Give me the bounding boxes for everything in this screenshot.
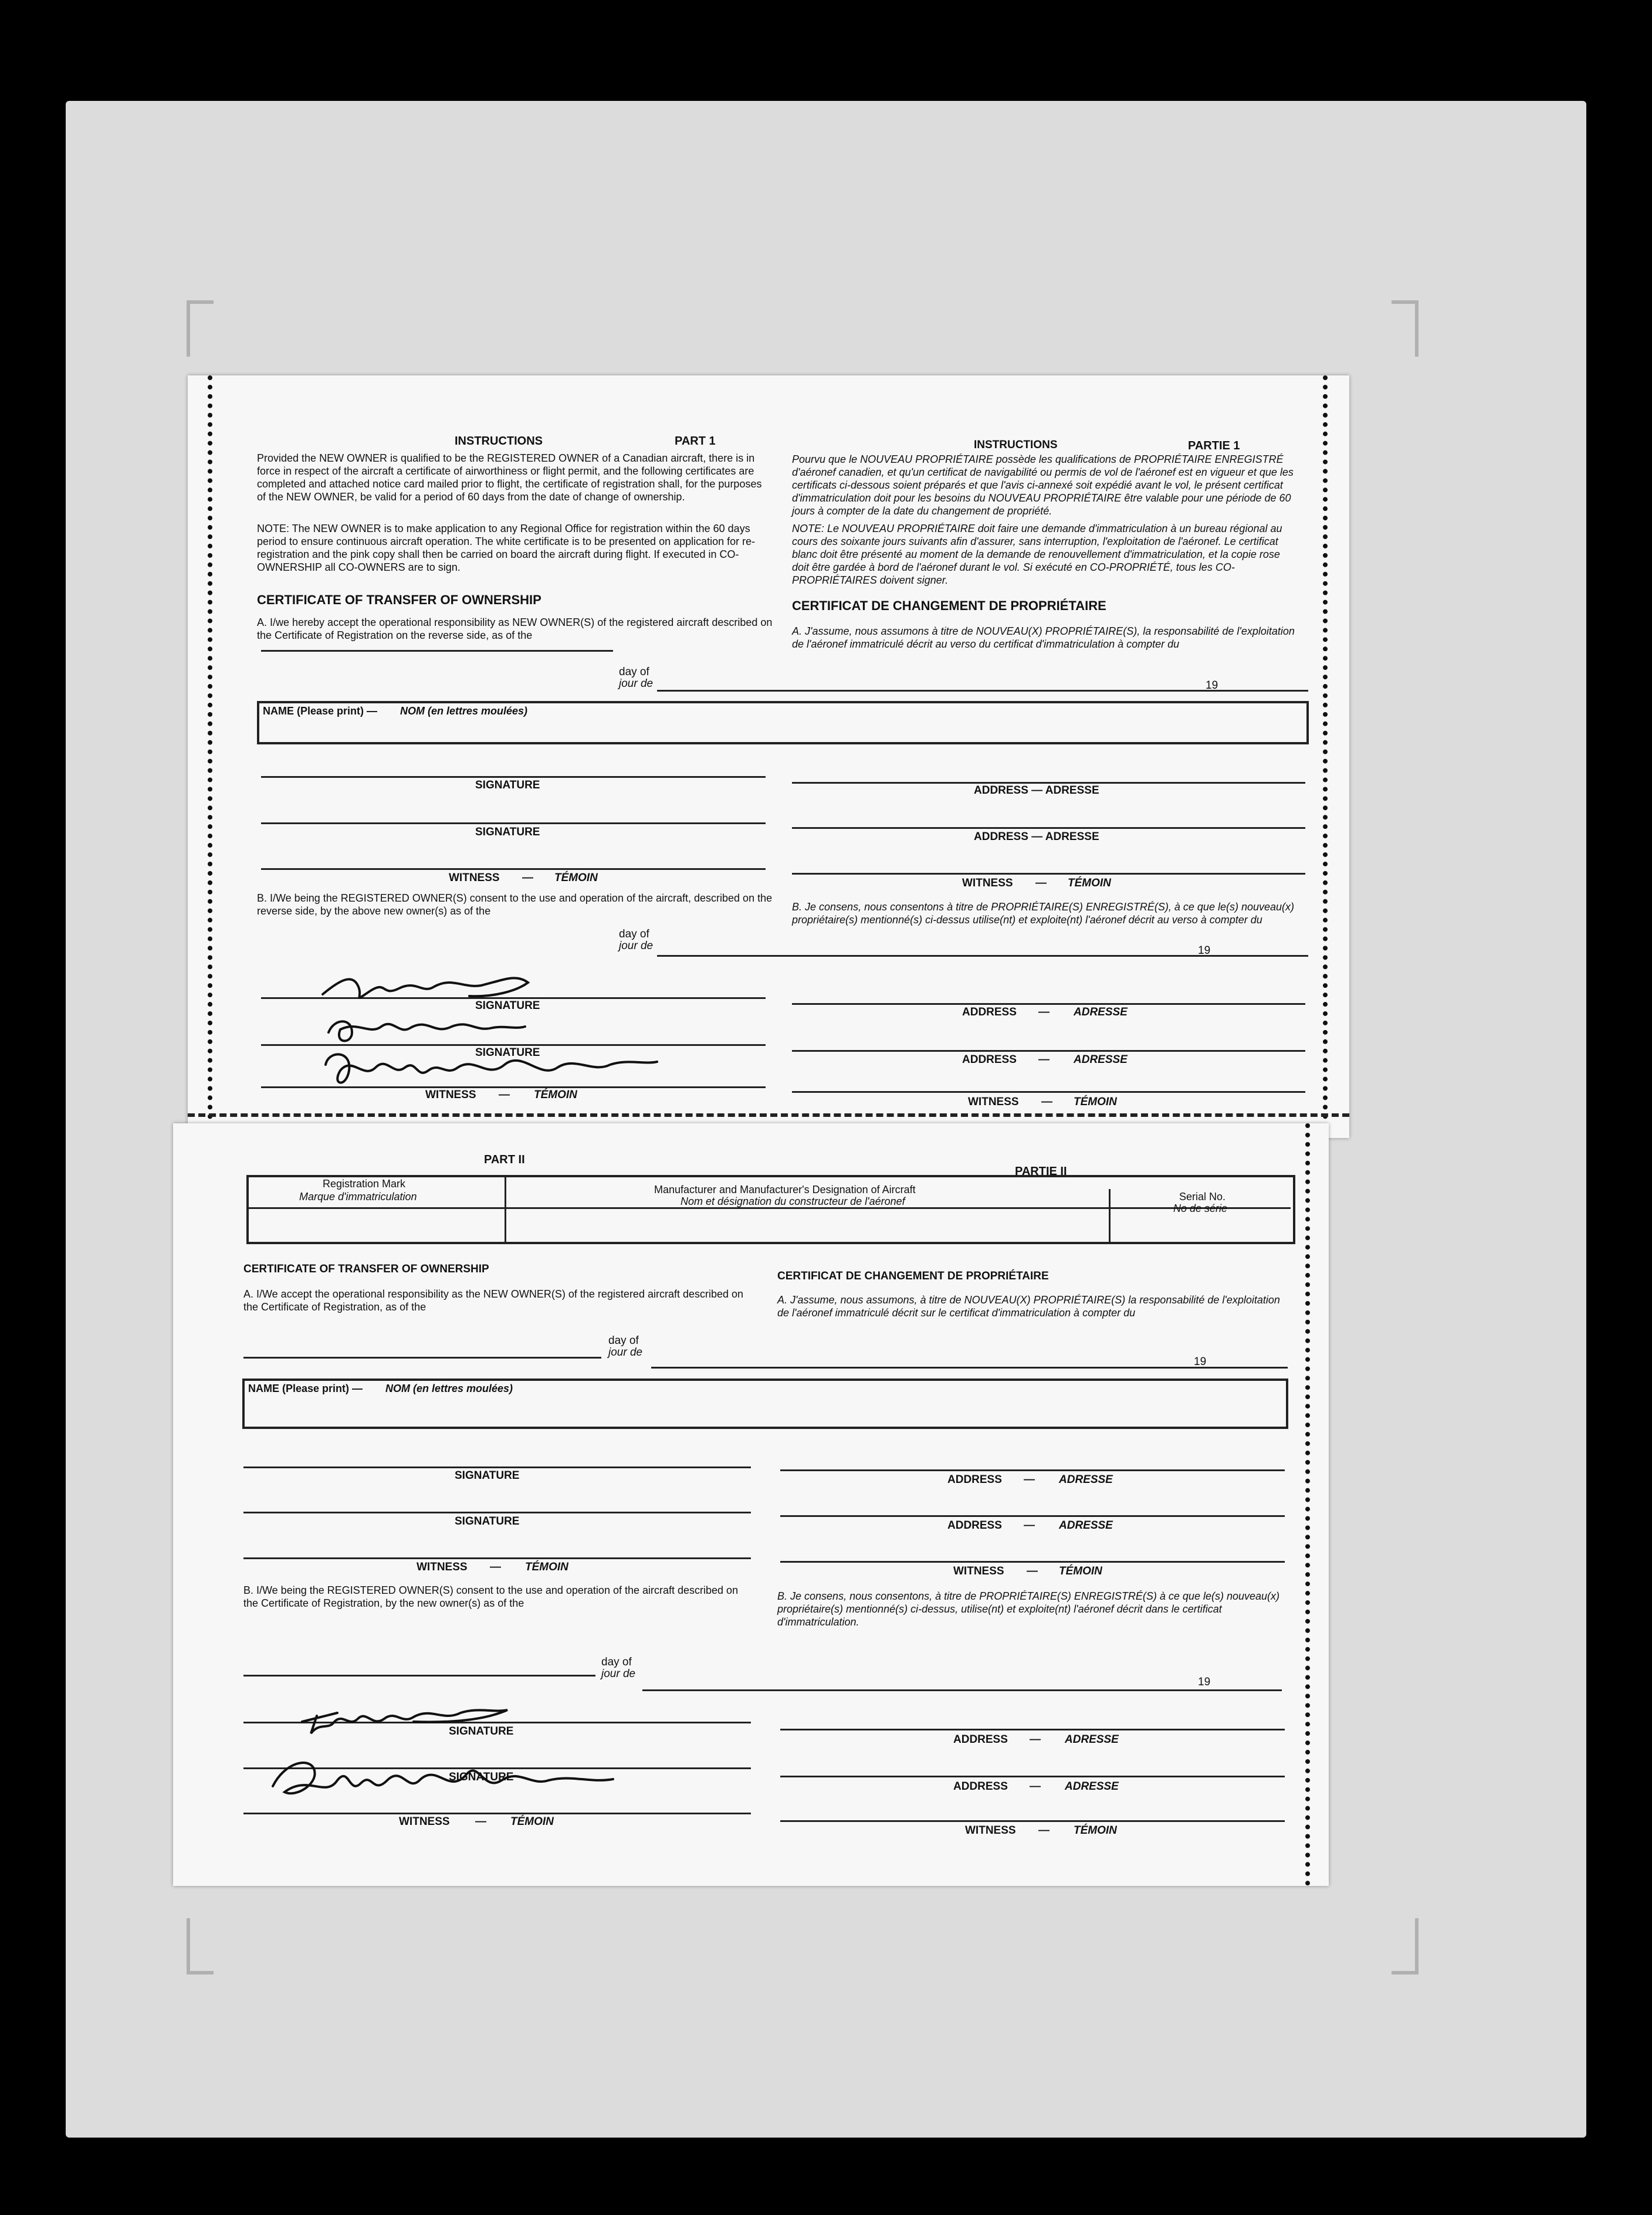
section-b-text-fr: B. Je consens, nous consentons à titre de PROPRIÉTAIRE(S) ENREGISTRÉ(S), à ce que le(s) nouveau(x) propriétaire(s) mentionné(s) ci-dessus utilise(nt) et exploite(nt) l'aéronef décrit au verso à compter du (792, 901, 1295, 926)
witness-line-b-right[interactable] (792, 1091, 1305, 1093)
witness-dash-b: — (499, 1089, 510, 1101)
address-label-2a2: ADDRESS (947, 1519, 1002, 1532)
year-19-label: 19 (1206, 679, 1218, 692)
instructions-note-fr: NOTE: Le NOUVEAU PROPRIÉTAIRE doit faire une demande d'immatriculation à un bureau régional au cours des soixante jours suivants afin d'assurer, sans interruption, l'exploitation de l'aéronef. Le certificat blanc doit être présenté au moment de la demande de renouvellement d'immatriculation, et la copie rose doit être gardée à bord de l'aéronef durant le vol. Si exécuté en CO-PROPRIÉTÉ, tous les CO-PROPRIÉTAIRES doivent signer. (792, 523, 1282, 586)
year-19-label-b: 19 (1198, 944, 1211, 957)
witness-label-2a-right: WITNESS (953, 1565, 1004, 1577)
manufacturer-field[interactable] (507, 1208, 1107, 1239)
temoin-label-a: TÉMOIN (554, 872, 598, 884)
address-line-b1[interactable] (792, 1003, 1305, 1005)
section-b-text-en: B. I/We being the REGISTERED OWNER(S) consent to the use and operation of the aircraft, described on the reverse side, by the above new owner(s) as of the (257, 892, 773, 917)
instructions-note-en: NOTE: The NEW OWNER is to make application to any Regional Office for registration within the 60 days period to ensure continuous aircraft operation. The white certificate is to be presented on application for re-registration and the pink copy shall then be carried on board the aircraft during flight. If executed in CO-OWNERSHIP all CO-OWNERS are to sign. (257, 523, 756, 573)
certificate-heading-fr-2: CERTIFICAT DE CHANGEMENT DE PROPRIÉTAIRE (777, 1270, 1049, 1282)
temoin-label-a-right: TÉMOIN (1068, 877, 1111, 889)
jour-de-label: jour de (619, 678, 654, 690)
address-dash-2b1: — (1030, 1733, 1041, 1746)
temoin-label-2b-right: TÉMOIN (1074, 1824, 1117, 1837)
address-dash-b1: — (1038, 1006, 1050, 1018)
witness-line-2a-left[interactable] (243, 1557, 751, 1559)
crop-mark-top-right (1392, 300, 1419, 357)
address-line-2b2[interactable] (780, 1776, 1285, 1777)
address-label-b1: ADDRESS (962, 1006, 1017, 1018)
adresse-label-b2: ADRESSE (1074, 1054, 1128, 1066)
adresse-label-2b2: ADRESSE (1065, 1780, 1119, 1793)
section-a-text-fr-2: A. J'assume, nous assumons, à titre de NOUVEAU(X) PROPRIÉTAIRE(S) la responsabilité de l'exploitation de l'aéronef immatriculé décrit sur le certificat d'immatriculation à compter du (777, 1294, 1280, 1319)
certificate-heading-en-2: CERTIFICATE OF TRANSFER OF OWNERSHIP (243, 1263, 489, 1275)
name-field-label-fr-2: NOM (en lettres moulées) (385, 1383, 513, 1394)
section-a-text-en: A. I/we hereby accept the operational responsibility as NEW OWNER(S) of the registered aircraft described on the Certificate of Registration on the reverse side, as of the (257, 617, 773, 641)
address-dash-2a2: — (1024, 1519, 1035, 1532)
witness-label-2a: WITNESS (417, 1561, 468, 1573)
address-line-2b1[interactable] (780, 1729, 1285, 1730)
adresse-label-2a2: ADRESSE (1059, 1519, 1113, 1532)
form-part-1 (188, 375, 1349, 1138)
signature-label-a2: SIGNATURE (475, 826, 540, 838)
date-line-a-left[interactable] (261, 650, 613, 652)
pinfeed-right-2 (1305, 1123, 1328, 1886)
registration-mark-header-fr: Marque d'immatriculation (299, 1191, 417, 1203)
partie-2-label: PARTIE II (1015, 1165, 1067, 1178)
witness-dash-b-right: — (1041, 1096, 1052, 1108)
address-line-2a1[interactable] (780, 1469, 1285, 1471)
temoin-label-2b: TÉMOIN (510, 1816, 554, 1828)
address-label-a1: ADDRESS — ADRESSE (974, 784, 1099, 797)
signature-label-2b1: SIGNATURE (449, 1725, 514, 1738)
adresse-label-b1: ADRESSE (1074, 1006, 1128, 1018)
address-dash-2b2: — (1030, 1780, 1041, 1793)
pinfeed-left (208, 375, 230, 1138)
adresse-label-2b1: ADRESSE (1065, 1733, 1119, 1746)
witness-dash-2a: — (490, 1561, 501, 1573)
witness-label-2b-right: WITNESS (965, 1824, 1016, 1837)
certificate-heading-en: CERTIFICATE OF TRANSFER OF OWNERSHIP (257, 592, 541, 607)
address-label-2b1: ADDRESS (953, 1733, 1008, 1746)
address-label-a2: ADDRESS — ADRESSE (974, 831, 1099, 843)
signature-line-2a1[interactable] (243, 1466, 751, 1468)
serial-number-field[interactable] (1112, 1220, 1288, 1239)
year-19-label-2b: 19 (1198, 1676, 1211, 1688)
date-line-2a[interactable] (651, 1367, 1288, 1369)
witness-label-a-right: WITNESS (962, 877, 1013, 889)
manufacturer-header-fr: Nom et désignation du constructeur de l'aéronef (681, 1195, 905, 1207)
handwritten-signatures-part1 (317, 962, 727, 1109)
witness-dash-2a-right: — (1027, 1565, 1038, 1577)
witness-line-a-right[interactable] (792, 873, 1305, 875)
date-line-2a-left[interactable] (243, 1357, 601, 1359)
address-line-b2[interactable] (792, 1050, 1305, 1052)
instructions-heading-en: INSTRUCTIONS (455, 435, 543, 448)
crop-mark-bottom-left (187, 1918, 214, 1974)
witness-label-b-right: WITNESS (968, 1096, 1019, 1108)
day-of-label-2a: day of (608, 1335, 639, 1347)
day-of-label-2b: day of (601, 1656, 632, 1668)
witness-dash-2b-right: — (1038, 1824, 1050, 1837)
crop-mark-bottom-right (1392, 1918, 1419, 1974)
handwritten-signatures-part2 (261, 1686, 672, 1821)
address-label-2b2: ADDRESS (953, 1780, 1008, 1793)
signature-label-2a1: SIGNATURE (455, 1469, 520, 1482)
temoin-label-b-right: TÉMOIN (1074, 1096, 1117, 1108)
signature-label-b1: SIGNATURE (475, 1000, 540, 1012)
witness-label-b: WITNESS (425, 1089, 476, 1101)
manufacturer-header: Manufacturer and Manufacturer's Designation of Aircraft (654, 1184, 916, 1195)
date-line-b[interactable] (657, 955, 1308, 957)
witness-line-a-left[interactable] (261, 868, 766, 870)
witness-line-2a-right[interactable] (780, 1561, 1285, 1563)
date-line-2b[interactable] (642, 1689, 1282, 1691)
section-b-text-en-2: B. I/We being the REGISTERED OWNER(S) consent to the use and operation of the aircraft described on the Certificate of Registration, by the new owner(s) as of the (243, 1584, 739, 1609)
form-part-2 (173, 1123, 1329, 1886)
perforation-line (188, 1113, 1349, 1117)
serial-header: Serial No. (1179, 1191, 1226, 1203)
crop-mark-top-left (187, 300, 214, 357)
temoin-label-b: TÉMOIN (534, 1089, 577, 1101)
address-line-2a2[interactable] (780, 1515, 1285, 1517)
witness-label-a: WITNESS (449, 872, 500, 884)
address-dash-b2: — (1038, 1054, 1050, 1066)
witness-line-2b-right[interactable] (780, 1820, 1285, 1822)
registration-mark-header: Registration Mark (323, 1178, 406, 1190)
day-of-label-b: day of (619, 928, 649, 940)
witness-label-2b: WITNESS (399, 1816, 450, 1828)
section-a-text-fr: A. J'assume, nous assumons à titre de NOUVEAU(X) PROPRIÉTAIRE(S), la responsabilité de l'exploitation de l'aéronef immatriculé décrit au verso du certificat d'immatriculation à compter du (792, 625, 1295, 650)
signature-line-2a2[interactable] (243, 1512, 751, 1513)
witness-dash-a: — (522, 872, 533, 884)
name-field-label-2: NAME (Please print) — (248, 1383, 363, 1394)
witness-dash-2b: — (475, 1816, 486, 1828)
instructions-paragraph-fr: Pourvu que le NOUVEAU PROPRIÉTAIRE possède les qualifications de PROPRIÉTAIRE ENREGISTRÉ d'aéronef canadien, et qu'un certificat de navigabilité ou permis de vol de l'aéronef est en vigueur et que les certificats ci-dessous soient préparés et que l'avis ci-annexé soit expédié avant le vol, le présent certificat d'immatriculation doit pour les besoins du NOUVEAU PROPRIÉTAIRE être valable pour une période de 60 jours à compter de la date du changement de propriété. (792, 453, 1294, 517)
certificate-heading-fr: CERTIFICAT DE CHANGEMENT DE PROPRIÉTAIRE (792, 598, 1106, 613)
name-field-2a[interactable] (242, 1379, 1288, 1429)
part-2-label: PART II (484, 1153, 525, 1166)
temoin-label-2a-right: TÉMOIN (1059, 1565, 1102, 1577)
name-field-a[interactable] (257, 701, 1309, 744)
section-a-text-en-2: A. I/We accept the operational responsibility as the NEW OWNER(S) of the registered aircraft described on the Certificate of Registration, as of the (243, 1288, 744, 1313)
jour-de-label-2b: jour de (601, 1668, 636, 1680)
pinfeed-right (1323, 375, 1345, 1138)
instructions-heading-fr: INSTRUCTIONS (974, 439, 1058, 451)
address-label-2a1: ADDRESS (947, 1474, 1002, 1486)
address-line-a1[interactable] (792, 782, 1305, 784)
jour-de-label-b: jour de (619, 940, 654, 952)
signature-line-a2[interactable] (261, 822, 766, 824)
signature-line-a1[interactable] (261, 776, 766, 778)
instructions-paragraph-en: Provided the NEW OWNER is qualified to be the REGISTERED OWNER of a Canadian aircraft, there is in force in respect of the aircraft a certificate of airworthiness or flight permit, and the following certificates are completed and attached notice card mailed prior to flight, the certificate of registration shall, for the purposes of the NEW OWNER, be valid for a period of 60 days from the date of change of ownership. (257, 452, 762, 503)
name-field-label: NAME (Please print) — (263, 705, 378, 717)
name-field-label-fr: NOM (en lettres moulées) (400, 705, 528, 717)
partie-1-label: PARTIE 1 (1188, 439, 1240, 452)
address-label-b2: ADDRESS (962, 1054, 1017, 1066)
part-1-label: PART 1 (675, 435, 716, 448)
signature-label-2b2: SIGNATURE (449, 1771, 514, 1783)
date-line-2b-left[interactable] (243, 1675, 595, 1677)
day-of-label: day of (619, 666, 649, 678)
temoin-label-2a: TÉMOIN (525, 1561, 568, 1573)
year-19-label-2a: 19 (1194, 1356, 1207, 1368)
jour-de-label-2a: jour de (608, 1346, 643, 1359)
signature-label-b2: SIGNATURE (475, 1046, 540, 1059)
registration-mark-field[interactable] (249, 1208, 503, 1239)
signature-label-a1: SIGNATURE (475, 779, 540, 791)
adresse-label-2a1: ADRESSE (1059, 1474, 1113, 1486)
witness-dash-a-right: — (1035, 877, 1047, 889)
serial-header-fr: No de série (1173, 1203, 1228, 1214)
address-dash-2a1: — (1024, 1474, 1035, 1486)
signature-label-2a2: SIGNATURE (455, 1515, 520, 1528)
section-b-text-fr-2: B. Je consens, nous consentons, à titre de PROPRIÉTAIRE(S) ENREGISTRÉ(S) à ce que le(s) nouveau(x) propriétaire(s) mentionné(s) ci-dessus, utilise(nt) et exploite(nt) l'aéronef décrit dans le certificat d'immatriculation. (777, 1590, 1280, 1628)
address-line-a2[interactable] (792, 827, 1305, 829)
